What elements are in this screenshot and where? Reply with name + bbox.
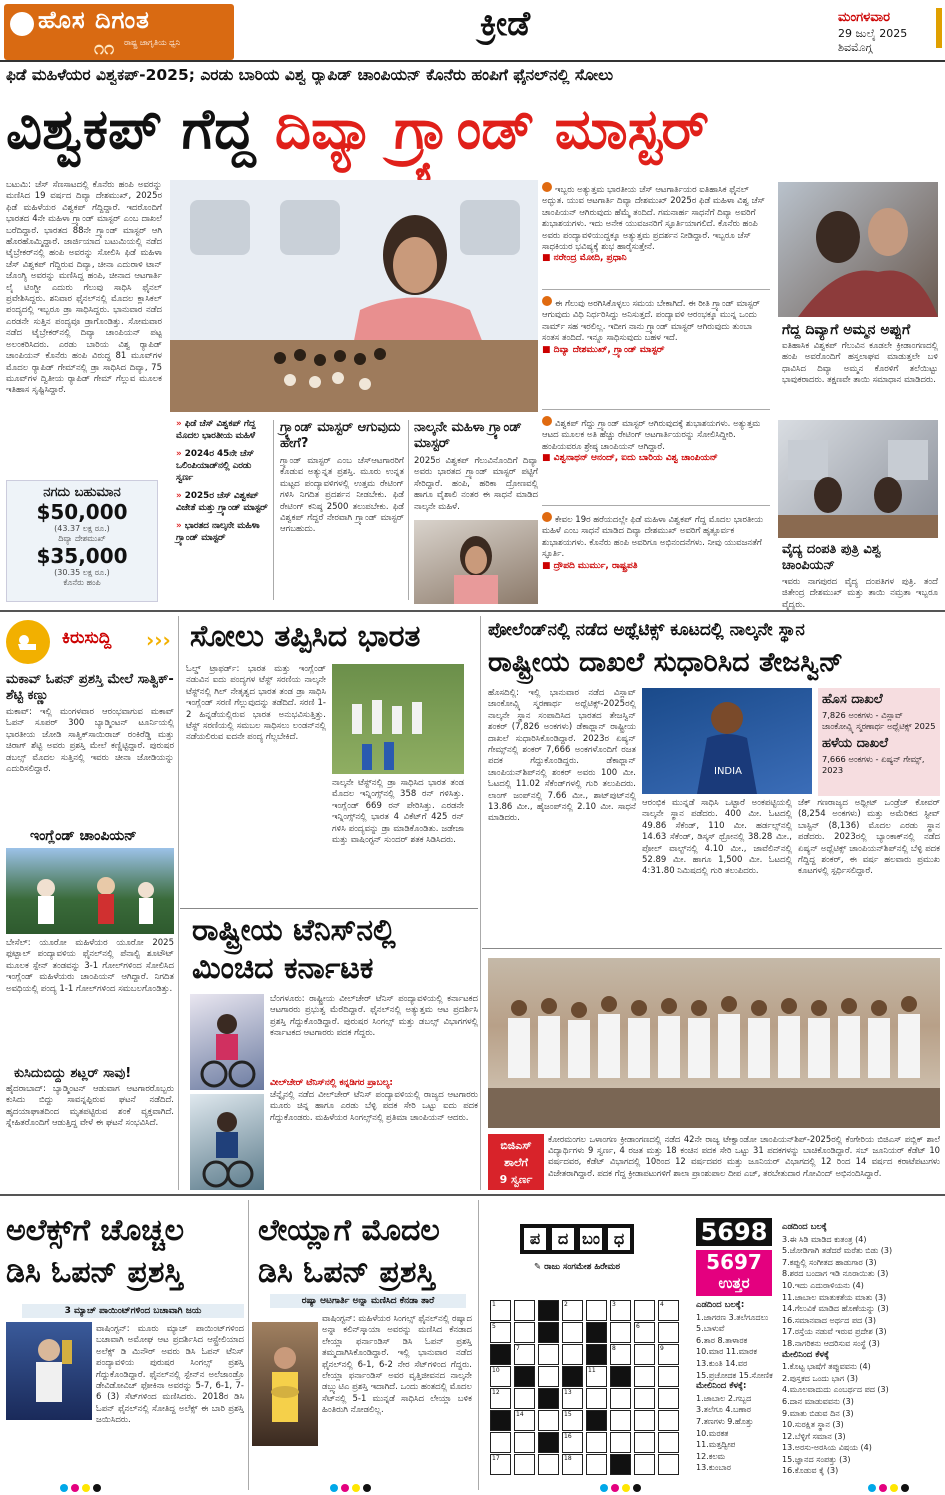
quote-modi: ಇಬ್ಬರು ಅತ್ಯುತ್ತಮ ಭಾರತೀಯ ಚೆಸ್ ಆಟಗಾರ್ತಿಯರ ಐತಿಹಾಸಿಕ ಫೈನಲ್ ಅದ್ಭುತ. ಯುವ ಆಟಗಾರ್ತಿ ದಿವ್ಯಾ ದೇಶಮುಖ್ 2025ರ ಫಿಡೆ ಮಹಿಳಾ ವಿಶ್ವ ಚೆಸ್ ಚಾಂಪಿಯನ್ ಆಗಿರುವುದು ಹೆಮ್ಮೆ ತಂದಿದೆ. ಗಮನಾರ್ಹ ಸಾಧನೆಗೆ ದಿವ್ಯಾ ಅವರಿಗೆ ಶುಭಾಶಯಗಳು. ಇದು ಅನೇಕ ಯುವಜನರಿಗೆ ಸ್ಫೂರ್ತಿಯಾಗಲಿದೆ. ಕೊನೆರು ಹಂಪಿ ಅವರು ಪಂದ್ಯಾವಳಿಯುದ್ದಕ್ಕೂ ಅತ್ಯುತ್ತಮ ಪ್ರದರ್ಶನ ನೀಡಿದ್ದಾರೆ. ಇಬ್ಬರೂ ಚೆಸ್ ಸಾಧಕಿಯರ ಭವಿಷ್ಯಕ್ಕೆ ಶುಭ ಹಾರೈಸುತ್ತೇನೆ. ■ ನರೇಂದ್ರ ಮೋದಿ, ಪ್ರಧಾನಿ (542, 182, 770, 290)
crossword-clue-number: 2 (564, 1301, 568, 1308)
lead-headline (6, 94, 709, 166)
crossword-cell[interactable] (658, 1344, 679, 1365)
crossword-clue-number: 4 (660, 1301, 664, 1308)
wheelchair-tennis-photo-1 (190, 994, 264, 1090)
old-record-body: 7,666 ಅಂಕಗಳು - ಏಷ್ಯನ್ ಗೇಮ್ಸ್, 2023 (822, 754, 925, 775)
divider (273, 420, 274, 600)
brief-head: ಮಕಾವ್ ಓಪನ್ ಪ್ರಶಸ್ತಿ ಮೇಲೆ ಸಾತ್ವಿಕ್-ಶೆಟ್ಟಿ ಕಣ್ಣು (6, 672, 174, 703)
tennis-body: ಬೆಂಗಳೂರು: ರಾಷ್ಟ್ರೀಯ ವೀಲ್‌ಚೇರ್ ಟೆನಿಸ್ ಪಂದ್ಯಾವಳಿಯಲ್ಲಿ ಕರ್ನಾಟಕದ ಆಟಗಾರರು ಪ್ರಭುತ್ವ ಮೆರೆದಿದ್ದಾರೆ. ಫೈನಲ್‌ನಲ್ಲಿ ಅತ್ಯುತ್ತಮ ಆಟ ಪ್ರದರ್ಶಿಸಿ ಪ್ರಶಸ್ತಿ ಗೆದ್ದುಕೊಂಡಿದ್ದಾರೆ. ಪುರುಷರ ಸಿಂಗಲ್ಸ್ ಮತ್ತು ಡಬಲ್ಸ್ ವಿಭಾಗಗಳಲ್ಲಿ ಕರ್ನಾಟಕದ ಆಟಗಾರರು ಪದಕ ಗೆದ್ದರು. (270, 994, 478, 1039)
crossword-cell[interactable] (514, 1454, 535, 1475)
cricket-headline: ಸೋಲು ತಪ್ಪಿಸಿದ ಭಾರತ (190, 619, 421, 654)
issue-date: 29 ಜುಲೈ 2025 (838, 26, 908, 40)
quotes-column (542, 182, 770, 606)
doctor-box (782, 542, 938, 613)
crossword-cell[interactable] (634, 1454, 655, 1475)
crossword-cell[interactable] (634, 1410, 655, 1431)
crossword-clue-number: 5 (492, 1323, 496, 1330)
cricket-body-1: ಓಲ್ಡ್ ಟ್ರಾಫರ್ಡ್: ಭಾರತ ಮತ್ತು ಇಂಗ್ಲೆಂಡ್ ನಡುವಿನ ಐದು ಪಂದ್ಯಗಳ ಟೆಸ್ಟ್ ಸರಣಿಯ ನಾಲ್ಕನೇ ಟೆಸ್ಟ್‌ನಲ್ಲಿ ಗಿಲ್ ನೇತೃತ್ವದ ಭಾರತ ತಂಡ ಡ್ರಾ ಸಾಧಿಸಿ ಇಂಗ್ಲೆಂಡ್ ಸರಣಿ ಗೆಲ್ಲುವುದನ್ನು ತಡೆದಿದೆ. ಸರಣಿ 1-2 ಹಿನ್ನಡೆಯಲ್ಲಿರುವ ಭಾರತ ಅನುಭವಿಸುತ್ತಿತ್ತು. ಟೆಸ್ಟ್ ಸರಣಿಯಲ್ಲಿ ಸಮಬಲ ಸಾಧಿಸಲು ಲಂಡನ್‌ನಲ್ಲಿ ನಡೆಯಲಿರುವ ಐದನೇ ಪಂದ್ಯ ಗೆಲ್ಲಬೇಕಿದೆ. (186, 664, 326, 743)
crossword-cell[interactable] (490, 1432, 511, 1453)
crossword-cell[interactable] (562, 1410, 583, 1431)
quote-divya: ಈ ಗೆಲುವು ಅರಗಿಸಿಕೊಳ್ಳಲು ಸಮಯ ಬೇಕಾಗಿದೆ. ಈ ರೀತಿ ಗ್ರ್ಯಾಂಡ್ ಮಾಸ್ಟರ್ ಆಗುವುದು ವಿಧಿ ನಿರ್ಧರಿಸಿದ್ದು ಅನಿಸುತ್ತದೆ. ಪಂದ್ಯಾವಳಿ ಆರಂಭಕ್ಕೂ ಮುನ್ನ ಒಂದು ನಾರ್ಮ್ ಸಹ ಇರಲಿಲ್ಲ. ಇದೀಗ ನಾನು ಗ್ರ್ಯಾಂಡ್ ಮಾಸ್ಟರ್ ಆಗಿರುವುದು ತುಂಬಾ ಸಂತಸ ತಂದಿದೆ. ಇನ್ನೂ ಸಾಧಿಸುವುದು ಬಹಳ ಇದೆ. ■ ದಿವ್ಯಾ ದೇಶಮುಖ್, ಗ್ರ್ಯಾಂಡ್ ಮಾಸ್ಟರ್ (542, 290, 770, 410)
crossword-title (520, 1224, 634, 1254)
flame-bullet-icon (542, 512, 552, 522)
crossword-clue-number: 14 (516, 1411, 524, 1418)
crossword-cell[interactable] (658, 1300, 679, 1321)
tennis-headline-2: ಮಿಂಚಿದ ಕರ್ನಾಟಕ (192, 951, 374, 986)
brief-head-shuttler: ಕುಸಿದುಬಿದ್ದು ಶಟ್ಲರ್ ಸಾವು! (14, 1066, 132, 1081)
divider (178, 616, 179, 1190)
crossword-cell[interactable] (490, 1300, 511, 1321)
cricket-photo (332, 664, 464, 774)
tennis-headline-1: ರಾಷ್ಟ್ರೀಯ ಟೆನಿಸ್‌ನಲ್ಲಿ (192, 913, 396, 948)
crossword-cell[interactable] (562, 1388, 583, 1409)
crossword-cell[interactable] (538, 1344, 559, 1365)
hero-photo-divya-chess (170, 180, 538, 412)
crossword-cell[interactable] (514, 1432, 535, 1453)
crossword-cell[interactable] (658, 1366, 679, 1387)
registration-marks (330, 1484, 371, 1492)
facts-list (176, 418, 268, 604)
fourth-gm-body: 2025ರ ವಿಶ್ವಕಪ್ ಗೆಲುವಿನೊಂದಿಗೆ ದಿವ್ಯಾ ಅವರು ಭಾರತದ ಗ್ರ್ಯಾಂಡ್ ಮಾಸ್ಟರ್ ಪಟ್ಟಿಗೆ ಸೇರಿದ್ದಾರೆ. ಹಂಪಿ, ಹರಿಕಾ ದ್ರೋಣವಲ್ಲಿ ಹಾಗೂ ವೈಶಾಲಿ ನಂತರ ಈ ಸಾಧನೆ ಮಾಡಿದ ನಾಲ್ಕನೇ ಮಹಿಳೆ. (414, 456, 538, 512)
cricket-body-2: ನಾಲ್ಕನೇ ಟೆಸ್ಟ್‌ನಲ್ಲಿ ಡ್ರಾ ಸಾಧಿಸಿದ ಭಾರತ ತಂಡ ಮೊದಲ ಇನ್ನಿಂಗ್ಸ್‌ನಲ್ಲಿ 358 ರನ್ ಗಳಿಸಿತ್ತು. ಇಂಗ್ಲೆಂಡ್ 669 ರನ್ ಪೇರಿಸಿತ್ತು. ಎರಡನೇ ಇನ್ನಿಂಗ್ಸ್‌ನಲ್ಲಿ ಭಾರತ 4 ವಿಕೆಟ್‌ಗೆ 425 ರನ್ ಗಳಿಸಿ ಪಂದ್ಯವನ್ನು ಡ್ರಾ ಮಾಡಿಕೊಂಡಿತು. ಜಡೇಜಾ ಮತ್ತು ವಾಷಿಂಗ್ಟನ್ ಸುಂದರ್ ಶತಕ ಸಿಡಿಸಿದರು. (332, 778, 464, 846)
leylah-headline-1: ಲೇಯ್ಲಾಗೆ ಮೊದಲ (258, 1213, 440, 1248)
gm-body: ಗ್ರ್ಯಾಂಡ್ ಮಾಸ್ಟರ್ ಎಂಬ ಚೆಸ್‌ಆಟಗಾರರಿಗೆ ಕೊಡುವ ಅತ್ಯುನ್ನತ ಪ್ರಶಸ್ತಿ. ಮೂರು ಉನ್ನತ ಮಟ್ಟದ ಪಂದ್ಯಾವಳಿಗಳಲ್ಲಿ ಉತ್ತಮ ರೇಟಿಂಗ್ ಗಳಿಸಿ ನಿಗದಿತ ಪ್ರದರ್ಶನ ನೀಡಬೇಕು. ಫಿಡೆ ರೇಟಿಂಗ್ ಕನಿಷ್ಠ 2500 ತಲುಪಬೇಕು. ಫಿಡೆ ವಿಶ್ವಕಪ್ ಗೆದ್ದರೆ ನೇರವಾಗಿ ಗ್ರ್ಯಾಂಡ್ ಮಾಸ್ಟರ್ ಆಗಬಹುದು. (280, 456, 404, 535)
crossword-clue-number: 12 (492, 1389, 500, 1396)
crossword-title-letter: ಪ (523, 1227, 547, 1251)
crossword-cell[interactable] (538, 1410, 559, 1431)
weekday: ಮಂಗಳವಾರ (838, 10, 891, 25)
crossword-cell[interactable] (490, 1366, 511, 1387)
crossword-clue-number: 18 (564, 1455, 572, 1462)
flame-bullet-icon (542, 182, 552, 192)
brief-body: ಮಕಾವ್: ಇಲ್ಲಿ ಮಂಗಳವಾರ ಆರಂಭವಾಗುವ ಮಕಾವ್ ಓಪನ್ ಸೂಪರ್ 300 ಬ್ಯಾಡ್ಮಿಂಟನ್ ಟೂರ್ನಿಯಲ್ಲಿ ಭಾರತೀಯ ಜೋಡಿ ಸಾತ್ವಿಕ್‌ಸಾಯಿರಾಜ್ ರಂಕಿರೆಡ್ಡಿ ಮತ್ತು ಚಿರಾಗ್ ಶೆಟ್ಟಿ ಅವರು ಪ್ರಶಸ್ತಿ ಮೇಲೆ ಕಣ್ಣಿಟ್ಟಿದ್ದಾರೆ. ಪುರುಷರ ಡಬಲ್ಸ್ ಮೊದಲ ಸುತ್ತಿನಲ್ಲಿ ಇವರು ಚೀನಾ ಜೋಡಿಯನ್ನು ಎದುರಿಸಲಿದ್ದಾರೆ. (6, 707, 174, 775)
page-number: ೧೧ (94, 38, 115, 59)
newspaper-logo (4, 4, 234, 60)
crossword-block (586, 1322, 607, 1343)
record-box (818, 688, 940, 796)
divider (248, 1200, 249, 1490)
crossword-cell[interactable] (490, 1454, 511, 1475)
mother-head: ಗೆದ್ದ ದಿವ್ಯಾಗೆ ಅಮ್ಮನ ಅಪ್ಪುಗೆ (782, 322, 911, 338)
crossword-cell[interactable] (658, 1388, 679, 1409)
crossword-block (490, 1410, 511, 1431)
flame-bullet-icon (542, 296, 552, 306)
prize-amount-1-inr: (43.37 ಲಕ್ಷ ರೂ.) (54, 524, 110, 533)
quote-murmu: ಕೇವಲ 19ರ ಹರೆಯದಲ್ಲೇ ಫಿಡೆ ಮಹಿಳಾ ವಿಶ್ವಕಪ್ ಗೆದ್ದ ಮೊದಲ ಭಾರತೀಯ ಮಹಿಳೆ ಎಂಬ ಸಾಧನೆ ಮಾಡಿದ ದಿವ್ಯಾ ದೇಶಮುಖ್ ಅವರಿಗೆ ಹೃತ್ಪೂರ್ವಕ ಶುಭಾಶಯಗಳು. ಕೊನೆರು ಹಂಪಿ ಅವರಿಗೂ ಅಭಿನಂದನೆಗಳು. ನೀವು ಯುವಜನತೆಗೆ ಸ್ಫೂರ್ತಿ. ■ ದ್ರೌಪದಿ ಮುರ್ಮು, ರಾಷ್ಟ್ರಪತಿ (542, 506, 770, 602)
crossword-cell[interactable] (610, 1432, 631, 1453)
taekwondo-group-photo (488, 958, 940, 1128)
prize-amount-1: $50,000 (36, 500, 128, 524)
crossword-clue-number: 7 (516, 1345, 520, 1352)
crossword-grid[interactable] (490, 1300, 688, 1480)
logo-tagline: ರಾಷ್ಟ್ರ ಜಾಗೃತಿಯ ಧ್ವನಿ (124, 38, 181, 47)
logo-title: ಹೊಸ ದಿಗಂತ (38, 6, 150, 34)
crossword-clue-number: 1 (492, 1301, 496, 1308)
fact-item: » ಫಿಡೆ ಚೆಸ್ ವಿಶ್ವಕಪ್ ಗೆದ್ದ ಮೊದಲ ಭಾರತೀಯ ಮಹಿಳೆ (176, 419, 256, 441)
divider (478, 1200, 479, 1490)
leylah-headline-2: ಡಿಸಿ ಓಪನ್ ಪ್ರಶಸ್ತಿ (258, 1255, 435, 1290)
prize-title: ನಗದು ಬಹುಮಾನ (43, 485, 121, 500)
crossword-cell[interactable] (586, 1388, 607, 1409)
taekwondo-caption: ಕೋರಮಂಗಲ ಒಳಾಂಗಣ ಕ್ರೀಡಾಂಗಣದಲ್ಲಿ ನಡೆದ 42ನೇ ರಾಜ್ಯ ಟೇಕ್ವಾಂಡೋ ಚಾಂಪಿಯನ್‌ಶಿಪ್-2025ರಲ್ಲಿ ಕೆಂಗೇರಿಯ ಬಿಜಿಎಸ್ ಪಬ್ಲಿಕ್ ಶಾಲೆ ವಿದ್ಯಾರ್ಥಿಗಳು 9 ಸ್ವರ್ಣ, 4 ರಜತ ಮತ್ತು 18 ಕಂಚಿನ ಪದಕ ಸೇರಿ ಒಟ್ಟು 31 ಪದಕಗಳನ್ನು ಬಾಚಿಕೊಂಡಿದ್ದಾರೆ. ಸಬ್ ಜೂನಿಯರ್ ಕೆಡೆಟ್ 10 ವರ್ಷದವರ, ಕೆಡೆಟ್ ವಿಭಾಗದಲ್ಲಿ 10ರಿಂದ 12 ವರ್ಷದವರ ಮತ್ತು ಜೂನಿಯರ್ ವಿಭಾಗದಲ್ಲಿ 12 ರಿಂದ 14 ವರ್ಷದ ಕರಾಟೆಪಟುಗಳು ವಿಜೇತರಾಗಿದ್ದಾರೆ. ಪದಕ ಗೆದ್ದ ಕ್ರೀಡಾಪಟುಗಳಿಗೆ ಶಾಲಾ ಪ್ರಾಂಶುಪಾಲ ದೀಪ ಎಚ್, ತರಬೇತುದಾರ ಗೋವಿಂದ್ ಅಭಿನಂದಿಸಿದ್ದಾರೆ. (548, 1134, 940, 1178)
prize-amount-2: $35,000 (36, 544, 128, 568)
crossword-cell[interactable] (514, 1344, 535, 1365)
tennis-subhead: ವೀಲ್‌ಚೇರ್ ಟೆನಿಸ್‌ನಲ್ಲಿ ಕನ್ನಡಿಗರ ಪ್ರಾಬಲ್ಯ: (270, 1078, 393, 1088)
crossword-cell[interactable] (586, 1366, 607, 1387)
mother-box (782, 322, 938, 419)
bgs-badge: ಬಿಜಿಎಸ್ ಶಾಲೆಗೆ 9 ಸ್ವರ್ಣ (488, 1134, 544, 1190)
crossword-clue-number: 11 (588, 1367, 596, 1374)
flame-bullet-icon (542, 416, 552, 426)
puzzle-number: 5698 (696, 1218, 772, 1246)
pointing-hand-icon (6, 620, 50, 664)
leylah-body: ವಾಷಿಂಗ್ಟನ್: ಮಹಿಳೆಯರ ಸಿಂಗಲ್ಸ್ ಫೈನಲ್‌ನಲ್ಲಿ ರಷ್ಯಾದ ಅನ್ನಾ ಕಲಿನ್‌ಸ್ಕಾಯಾ ಅವರನ್ನು ಮಣಿಸಿದ ಕೆನಡಾದ ಲೇಯ್ಲಾ ಫರ್ನಾಂಡಿಸ್ ಡಿಸಿ ಓಪನ್ ಪ್ರಶಸ್ತಿ ತಮ್ಮದಾಗಿಸಿಕೊಂಡಿದ್ದಾರೆ. ಇಲ್ಲಿ ಭಾನುವಾರ ನಡೆದ ಫೈನಲ್‌ನಲ್ಲಿ 6-1, 6-2 ನೇರ ಸೆಟ್‌ಗಳಿಂದ ಗೆದ್ದರು. ಲೇಯ್ಲಾ ಫರ್ನಾಂಡಿಸ್ ಅವರ ವೃತ್ತಿಜೀವನದ ನಾಲ್ಕನೇ ಡಬ್ಲ್ಯುಟಿಎ ಪ್ರಶಸ್ತಿ ಇದಾಗಿದೆ. ಒಂದು ಹಂತದಲ್ಲಿ ಮೊದಲ ಸೆಟ್‌ನಲ್ಲಿ 5-1 ಮುನ್ನಡೆ ಸಾಧಿಸಿದ ಲೇಯ್ಲಾ ಬಳಿಕ ಹಿಂತಿರುಗಿ ನೋಡಲಿಲ್ಲ. (322, 1314, 472, 1416)
athletics-body-2: ಆರಂಭಿಕ ಮುನ್ನಡೆ ಸಾಧಿಸಿ ಒಟ್ಟಾರೆ ಅಂಕಪಟ್ಟಿಯಲ್ಲಿ ನಾಲ್ಕನೇ ಸ್ಥಾನ ಪಡೆದರು. 400 ಮೀ. ಓಟದಲ್ಲಿ 49.86 ಸೆಕೆಂಡ್, 110 ಮೀ. ಹರ್ಡಲ್ಸ್‌ನಲ್ಲಿ 14.63 ಸೆಕೆಂಡ್, ಡಿಸ್ಕಸ್ ಥ್ರೋನಲ್ಲಿ 38.28 ಮೀ., ಪೋಲ್ ವಾಲ್ಟ್‌ನಲ್ಲಿ 4.10 ಮೀ., ಜಾವೆಲಿನ್‌ನಲ್ಲಿ 52.89 ಮೀ. ಹಾಗೂ 1,500 ಮೀ. ಓಟದಲ್ಲಿ 4:31.80 ನಿಮಿಷದಲ್ಲಿ ಗುರಿ ತಲುಪಿದರು. (642, 798, 792, 877)
crossword-cell[interactable] (586, 1300, 607, 1321)
prize-amount-1-name: ದಿವ್ಯಾ ದೇಶಮುಖ್ (58, 534, 106, 543)
leylah-trophy-photo (252, 1322, 318, 1446)
kirusuddi-label: ಕಿರುಸುದ್ದಿ (62, 628, 112, 648)
divya-portrait-photo (414, 520, 538, 604)
brief-body-shuttler: ಹೈದರಾಬಾದ್: ಬ್ಯಾಡ್ಮಿಂಟನ್ ಆಡುವಾಗ ಆಟಗಾರರೊಬ್ಬರು ಕುಸಿದು ಬಿದ್ದು ಸಾವನ್ನಪ್ಪಿರುವ ಘಟನೆ ನಡೆದಿದೆ. ಹೃದಯಾಘಾತದಿಂದ ಮೃತಪಟ್ಟಿರುವ ಶಂಕೆ ವ್ಯಕ್ತವಾಗಿದೆ. ಸ್ನೇಹಿತರೊಂದಿಗೆ ಆಡುತ್ತಿದ್ದ ವೇಳೆ ಈ ಘಟನೆ ಸಂಭವಿಸಿದೆ. (6, 1084, 174, 1129)
crossword-cell[interactable] (562, 1300, 583, 1321)
crossword-block (490, 1344, 511, 1365)
wheelchair-tennis-photo-2 (190, 1094, 264, 1190)
jersey-label: INDIA (714, 766, 742, 777)
divider (408, 420, 409, 600)
crossword-cell[interactable] (562, 1454, 583, 1475)
crossword-cell[interactable] (538, 1454, 559, 1475)
crossword-cell[interactable] (658, 1432, 679, 1453)
leylah-subhead: ರಷ್ಯಾ ಆಟಗಾರ್ತಿ ಅನ್ನಾ ಮಣಿಸಿದ ಕೆನಡಾ ತಾರೆ (270, 1294, 466, 1308)
new-record-head: ಹೊಸ ದಾಖಲೆ (822, 692, 883, 707)
crossword-cell[interactable] (586, 1454, 607, 1475)
crossword-cell[interactable] (586, 1432, 607, 1453)
mother-body: ಐತಿಹಾಸಿಕ ವಿಶ್ವಕಪ್ ಗೆಲುವಿನ ಕೂಡಲೇ ಕ್ರೀಡಾಂಗಣದಲ್ಲಿ ಹಂಪಿ ಅವರೊಂದಿಗೆ ಹಸ್ತಲಾಘವ ಮಾಡುತ್ತಲೇ ಬಳಿ ಧಾವಿಸಿದ ದಿವ್ಯಾ ಅಮ್ಮನ ಕೊರಳಿಗೆ ತಲೆಯಿಟ್ಟು ಭಾವುಕರಾದರು. ತಕ್ಷಣವೇ ತಾಯಿ ಸಮಾಧಾನ ಮಾಡಿದರು. (782, 341, 938, 386)
gm-head: ಗ್ರ್ಯಾಂಡ್ ಮಾಸ್ಟರ್ ಆಗುವುದು ಹೇಗೆ? (280, 420, 401, 451)
crossword-cell[interactable] (562, 1432, 583, 1453)
doctor-body: ಇವರು ನಾಗಪುರದ ವೈದ್ಯ ದಂಪತಿಗಳ ಪುತ್ರಿ. ತಂದೆ ಜಿತೇಂದ್ರ ದೇಶಮುಖ್ ಮತ್ತು ತಾಯಿ ನಮ್ರತಾ ಇಬ್ಬರೂ ವೈದ್ಯರು. (782, 577, 938, 610)
crossword-cell[interactable] (610, 1344, 631, 1365)
answer-box: 5697 ಉತ್ತರ (696, 1250, 772, 1296)
crossword-block (538, 1388, 559, 1409)
athletics-body-3: ಜೆಕ್ ಗಣರಾಜ್ಯದ ಅಥ್ಲೀಟ್ ಒಂಡ್ರೆಜ್ ಕೋವರ್ (8,254 ಅಂಕಗಳು) ಮತ್ತು ಅಮೆರಿಕದ ಸ್ಟೀವ್ ಬಾಸ್ಟಿನ್ (8,136) ಮೊದಲ ಎರಡು ಸ್ಥಾನ ಪಡೆದರು. 2023ರಲ್ಲಿ ಬ್ಯಾಂಕಾಕ್‌ನಲ್ಲಿ ನಡೆದ ಏಷ್ಯನ್ ಅಥ್ಲೆಟಿಕ್ಸ್ ಚಾಂಪಿಯನ್‌ಶಿಪ್‌ನಲ್ಲಿ ಬೆಳ್ಳಿ ಪದಕ ಗೆದ್ದಿದ್ದ ಶಂಕರ್, ಈ ವರ್ಷ ಹಲವಾರು ಪ್ರಮುಖ ಕೂಟಗಳಲ್ಲಿ ಸ್ಪರ್ಧಿಸಲಿದ್ದಾರೆ. (798, 798, 940, 877)
date-accent-bar (936, 8, 942, 48)
crossword-title-letter: ಬಂ (579, 1227, 603, 1251)
crossword-block (610, 1454, 631, 1475)
crossword-clue-number: 17 (492, 1455, 500, 1462)
brief-head-england: ಇಂಗ್ಲೆಂಡ್ ಚಾಂಪಿಯನ್ (30, 828, 137, 844)
masthead-rule (0, 60, 945, 62)
crossword-clue-number: 16 (564, 1433, 572, 1440)
prize-amount-2-name: ಕೊನೆರು ಹಂಪಿ (63, 578, 101, 587)
crossword-cell[interactable] (514, 1410, 535, 1431)
gm-box (280, 420, 404, 576)
england-football-photo (6, 848, 174, 934)
registration-marks (60, 1484, 101, 1492)
alex-trophy-photo (6, 1322, 92, 1420)
divider (480, 616, 481, 1190)
athletics-kicker: ಪೋಲೆಂಡ್‌ನಲ್ಲಿ ನಡೆದ ಅಥ್ಲೆಟಿಕ್ಸ್ ಕೂಟದಲ್ಲಿ ನಾಲ್ಕನೇ ಸ್ಥಾನ (488, 620, 805, 640)
headline-red: ದಿವ್ಯಾ ಗ್ರ್ಯಾಂಡ್ ಮಾಸ್ಟರ್ (274, 97, 710, 162)
crossword-block (514, 1366, 535, 1387)
crossword-cell[interactable] (610, 1388, 631, 1409)
crossword-cell[interactable] (562, 1344, 583, 1365)
alex-subhead: 3 ಮ್ಯಾಚ್ ಪಾಯಿಂಟ್‌ಗಳಿಂದ ಬಚಾವಾಗಿ ಜಯ (22, 1304, 244, 1318)
crossword-block (538, 1300, 559, 1321)
crossword-cell[interactable] (514, 1300, 535, 1321)
crossword-clue-number: 9 (660, 1345, 664, 1352)
crossword-cell[interactable] (634, 1388, 655, 1409)
fact-item: » 2024ರ 45ನೇ ಚೆಸ್ ಒಲಿಂಪಿಯಾಡ್‌ನಲ್ಲಿ ಎರಡು ಸ್ವರ್ಣ (176, 449, 254, 483)
doctor-head: ವೈದ್ಯ ದಂಪತಿ ಪುತ್ರಿ ವಿಶ್ವ ಚಾಂಪಿಯನ್ (782, 542, 882, 573)
prize-box (6, 480, 158, 602)
crossword-cell[interactable] (610, 1300, 631, 1321)
masthead (0, 0, 945, 62)
crossword-cell[interactable] (658, 1322, 679, 1343)
quote-anand: ವಿಶ್ವಕಪ್ ಗೆದ್ದು ಗ್ರ್ಯಾಂಡ್ ಮಾಸ್ಟರ್ ಆಗಿರುವುದಕ್ಕೆ ಶುಭಾಶಯಗಳು. ಅತ್ಯುತ್ತಮ ಆಟದ ಮೂಲಕ ಅತಿ ಹೆಚ್ಚು ರೇಟಿಂಗ್ ಆಟಗಾರ್ತಿಯರನ್ನು ಸೋಲಿಸಿದ್ದೀರಿ. ಹಂಪಿಯವರೂ ಶ್ರೇಷ್ಠ ಚಾಂಪಿಯನ್ ಆಗಿದ್ದಾರೆ. ■ ವಿಶ್ವನಾಥನ್ ಆನಂದ್, ಐದು ಬಾರಿಯ ವಿಶ್ವ ಚಾಂಪಿಯನ್ (542, 410, 770, 506)
prize-amount-2-inr: (30.35 ಲಕ್ಷ ರೂ.) (54, 568, 110, 577)
crossword-block (538, 1322, 559, 1343)
crossword-block (586, 1344, 607, 1365)
crossword-clue-number: 6 (636, 1323, 640, 1330)
crossword-title-letter: ದ (551, 1227, 575, 1251)
answer-list: ಎಡದಿಂದ ಬಲಕ್ಕೆ: 1.ಜಾಗರಣ 3.ತಲೆಗೂದಲು 5.ಬಾಳುವೆ 6.ತಾರ 8.ತಾಳಾರಕ 10.ಮಾರ 11.ಮಾರಕ 13.ಕುಂತಿ 14.ವರ 15.ಪ್ರಚೋದಕ 15.ಸೋಣಿಕ ಮೇಲಿನಿಂದ ಕೆಳಕ್ಕೆ: 1.ಜಾಬಾಲ 2.ಗಬ್ಬದ 3.ತಲೆಗೂ 4.ಬಣಾರ 7.ತಣಗಳು 9.ಹೊತ್ತು 10.ಮರಕತ 11.ಮತ್ತದ್ವೀಪ 12.ಕಲಮ 13.ಕುಂಬಾರ (696, 1300, 773, 1473)
alex-headline-1: ಅಲೆಕ್ಸ್‌ಗೆ ಚೊಚ್ಚಲ (6, 1213, 185, 1248)
new-record-body: 7,826 ಅಂಕಗಳು - ವಿಸ್ಲಾವ್ ಜಾಂಕೋವ್ಸ್ಕಿ ಸ್ಮರಣಾರ್ಥ ಅಥ್ಲೆಟಿಕ್ಸ್ 2025 (822, 710, 936, 731)
crossword-cell[interactable] (658, 1410, 679, 1431)
date-block (838, 10, 907, 55)
sun-logo-icon (10, 12, 34, 36)
fourth-gm-head: ನಾಲ್ಕನೇ ಮಹಿಳಾ ಗ್ರ್ಯಾಂಡ್ ಮಾಸ್ಟರ್ (414, 420, 522, 451)
athletics-headline: ರಾಷ್ಟ್ರೀಯ ದಾಖಲೆ ಸುಧಾರಿಸಿದ ತೇಜಸ್ವಿನ್ (488, 647, 844, 678)
crossword-cell[interactable] (634, 1366, 655, 1387)
crossword-clue-number: 13 (564, 1389, 572, 1396)
fourth-gm-box (414, 420, 538, 520)
lead-body: ಬಟುಮಿ: ಚೆಸ್ ಸೆಣಸಾಟದಲ್ಲಿ ಕೊನೆರು ಹಂಪಿ ಅವರನ್ನು ಮಣಿಸಿದ 19 ವರ್ಷದ ದಿವ್ಯಾ ದೇಶಮುಖ್, 2025ರ ಫಿಡೆ ಮಹಿಳೆಯರ ವಿಶ್ವಕಪ್ ಗೆದ್ದಿದ್ದಾರೆ. ಇದರೊಂದಿಗೆ ಭಾರತದ 4ನೇ ಮಹಿಳಾ ಗ್ರ್ಯಾಂಡ್ ಮಾಸ್ಟರ್ ಎಂಬ ದಾಖಲೆ ಬರೆದಿದ್ದಾರೆ. ಭಾರತದ 88ನೇ ಗ್ರ್ಯಾಂಡ್ ಮಾಸ್ಟರ್ ಆಗಿ ಹೊರಹೊಮ್ಮಿದ್ದಾರೆ. ಜಾರ್ಜಿಯಾದ ಬಟುಮಿಯಲ್ಲಿ ನಡೆದ ಟೈಬ್ರೇಕರ್‌ನಲ್ಲಿ ಹಂಪಿ ಅವರನ್ನು ಸೋಲಿಸಿ ಫಿಡೆ ಮಹಿಳಾ ಚೆಸ್ ವಿಶ್ವಕಪ್ ಗೆದ್ದಿರುವ ದಿವ್ಯಾ, ಚೀನಾ ಎದುರಾಳಿ ಟಾನ್ ಜೊಂಗ್ಯಿ ಅವರನ್ನು ಮಣಿಸಿದ್ದ ಹಂಪಿ, ಚೀನಾದ ಆಟಗಾರ್ತಿ ಲೈ ಟಿಂಗ್ಜೀ ಎದುರು ಗೆಲುವು ಸಾಧಿಸಿ ಫೈನಲ್ ಪ್ರವೇಶಿಸಿದ್ದರು. ಶನಿವಾರ ಫೈನಲ್‌ನಲ್ಲಿ ಮೊದಲ ಕ್ಲಾಸಿಕಲ್ ಪಂದ್ಯದಲ್ಲಿ ಇಬ್ಬರೂ ಡ್ರಾ ಸಾಧಿಸಿದ್ದರು. ಭಾನುವಾರ ನಡೆದ ಎರಡನೇ ಸುತ್ತಿನ ಪಂದ್ಯವೂ ಡ್ರಾಗೊಂಡಿತ್ತು. ಸೋಮವಾರ ನಡೆದ ಟೈಬ್ರೇಕರ್‌ನಲ್ಲಿ ದಿವ್ಯಾ ಚಾಂಪಿಯನ್ ಪಟ್ಟ ಅಲಂಕರಿಸಿದರು. ಎರಡು ಬಾರಿಯ ವಿಶ್ವ ರ್‍ಯಾಪಿಡ್ ಚಾಂಪಿಯನ್ ಕೊನೆರು ಹಂಪಿ ವಿರುದ್ಧ 81 ಮೂವ್‌ಗಳ ಮೊದಲ ರ್‍ಯಾಪಿಡ್ ಗೇಮ್‌ನಲ್ಲಿ ಡ್ರಾ ಸಾಧಿಸಿದ ದಿವ್ಯಾ, 75 ಮೂವ್‌ಗಳ ದ್ವಿತೀಯ ರ್‍ಯಾಪಿಡ್ ಗೇಮ್ ಗೆಲ್ಲುವ ಮೂಲಕ ಇತಿಹಾಸ ಸೃಷ್ಟಿಸಿದ್ದಾರೆ. (6, 180, 162, 396)
registration-marks (868, 1484, 909, 1492)
crossword-cell[interactable] (490, 1388, 511, 1409)
crossword-block (610, 1366, 631, 1387)
crossword-cell[interactable] (634, 1344, 655, 1365)
tejaswin-photo (642, 688, 812, 794)
fact-item: » ಭಾರತದ ನಾಲ್ಕನೇ ಮಹಿಳಾ ಗ್ರ್ಯಾಂಡ್ ಮಾಸ್ಟರ್ (176, 521, 260, 543)
kirusuddi-header: ಕಿರುಸುದ್ದಿ ››› (6, 618, 174, 668)
crossword-cell[interactable] (658, 1454, 679, 1475)
crossword-block (538, 1432, 559, 1453)
alex-headline-2: ಡಿಸಿ ಓಪನ್ ಪ್ರಶಸ್ತಿ (6, 1255, 183, 1290)
edition-city: ಶಿವಮೊಗ್ಗ (838, 41, 873, 55)
crossword-title-letter: ಧ (607, 1227, 631, 1251)
alex-body: ವಾಷಿಂಗ್ಟನ್: ಮೂರು ಮ್ಯಾಚ್ ಪಾಯಿಂಟ್‌ಗಳಿಂದ ಬಚಾವಾಗಿ ಅಮೋಘ ಆಟ ಪ್ರದರ್ಶಿಸಿದ ಆಸ್ಟ್ರೇಲಿಯಾದ ಅಲೆಕ್ಸ್ ಡಿ ಮಿನೌರ್ ಅವರು ಡಿಸಿ ಓಪನ್ ಟೆನಿಸ್ ಪಂದ್ಯಾವಳಿಯ ಪುರುಷರ ಸಿಂಗಲ್ಸ್ ಪ್ರಶಸ್ತಿ ಗೆದ್ದುಕೊಂಡಿದ್ದಾರೆ. ಫೈನಲ್‌ನಲ್ಲಿ ಸ್ಪೇನ್‌ನ ಅಲೆಜಾಂಡ್ರೊ ಡೇವಿಡೋವಿಚ್ ಫೋಕಿನಾ ಅವರನ್ನು 5-7, 6-1, 7-6 (3) ಸೆಟ್‌ಗಳಿಂದ ಮಣಿಸಿದರು. 2018ರ ಡಿಸಿ ಓಪನ್ ಫೈನಲ್‌ನಲ್ಲಿ ಸೋತಿದ್ದ ಅಲೆಕ್ಸ್ ಈ ಬಾರಿ ಪ್ರಶಸ್ತಿ ಜಯಿಸಿದರು. (96, 1324, 244, 1426)
chess-match-photo (778, 420, 938, 538)
crossword-cell[interactable] (562, 1322, 583, 1343)
crossword-block (562, 1366, 583, 1387)
section-title: ಕ್ರೀಡೆ (480, 4, 531, 44)
crossword-cell[interactable] (610, 1410, 631, 1431)
crossword-cell[interactable] (634, 1432, 655, 1453)
fact-item: » 2025ರ ಚೆಸ್ ವಿಶ್ವಕಪ್ ವಿಜೇತೆ ಮತ್ತು ಗ್ರ್ಯಾಂಡ್ ಮಾಸ್ಟರ್ (176, 491, 268, 513)
crossword-cell[interactable] (610, 1322, 631, 1343)
crossword-cell[interactable] (514, 1322, 535, 1343)
mother-hug-photo (778, 182, 938, 317)
headline-black: ವಿಶ್ವಕಪ್ ಗೆದ್ದ (6, 97, 256, 162)
crossword-clue-number: 15 (564, 1411, 572, 1418)
crossword-cell[interactable] (538, 1366, 559, 1387)
brief-macau (6, 672, 174, 807)
crossword-cell[interactable] (634, 1300, 655, 1321)
old-record-head: ಹಳೆಯ ದಾಖಲೆ (822, 736, 889, 751)
athletics-body: ಹೊಸದಿಲ್ಲಿ: ಇಲ್ಲಿ ಭಾನುವಾರ ನಡೆದ ವಿಸ್ಲಾವ್ ಜಾಂಕೋವ್ಸ್ಕಿ ಸ್ಮರಣಾರ್ಥ ಅಥ್ಲೆಟಿಕ್ಸ್-2025ರಲ್ಲಿ ನಾಲ್ಕನೇ ಸ್ಥಾನ ಸಂಪಾದಿಸಿದ ಭಾರತದ ತೇಜಸ್ವಿನ್ ಶಂಕರ್ (7,826 ಅಂಕಗಳು) ಡೆಕಾಥ್ಲಾನ್ ರಾಷ್ಟ್ರೀಯ ದಾಖಲೆ ಸುಧಾರಿಸಿಕೊಂಡಿದ್ದಾರೆ. 2023ರ ಏಷ್ಯನ್ ಗೇಮ್ಸ್‌ನಲ್ಲಿ ಶಂಕರ್ 7,666 ಅಂಕಗಳೊಂದಿಗೆ ರಜತ ಪದಕ ಗೆದ್ದುಕೊಂಡಿದ್ದರು. ಡೆಕಾಥ್ಲಾನ್ ಚಾಂಪಿಯನ್‌ಶಿಪ್‌ನಲ್ಲಿ ಶಂಕರ್ ಅವರು 100 ಮೀ. ಓಟದಲ್ಲಿ 11.02 ಸೆಕೆಂಡ್‌ಗಳಲ್ಲಿ ಗುರಿ ತಲುಪಿದರು. ಲಾಂಗ್ ಜಂಪ್‌ನಲ್ಲಿ 7.66 ಮೀ., ಶಾಟ್‌ಪುಟ್‌ನಲ್ಲಿ 13.86 ಮೀ., ಹೈಜಂಪ್‌ನಲ್ಲಿ 2.10 ಮೀ. ಸಾಧನೆ ಮಾಡಿದರು. (488, 688, 636, 824)
crossword-clue-number: 3 (612, 1301, 616, 1308)
lead-kicker: ಫಿಡೆ ಮಹಿಳೆಯರ ವಿಶ್ವಕಪ್-2025; ಎರಡು ಬಾರಿಯ ವಿಶ್ವ ರ್‍ಯಾಪಿಡ್ ಚಾಂಪಿಯನ್ ಕೊನೆರು ಹಂಪಿಗೆ ಫೈನಲ್‌ನಲ್ಲಿ ಸೋಲು (6, 66, 614, 84)
crossword-clue-number: 8 (612, 1345, 616, 1352)
clue-list: ಎಡದಿಂದ ಬಲಕ್ಕೆ 3.ಈ ಸಿಡಿ ಮಾಡಿದ ಕುತಂತ್ರ (4) 5.ಜೋಡಿಗಾಗಿ ತಡೆದರೆ ಮರೆತು ಬಿಡು (3) 7.ಕಪ್ಪುಲ್ಲಿ ಸಂಗೀತದ ಹಾಡುಗಾರ (3) 8.ಶರದ ಬಂದಾಗ ಇಡಿ ನೂರಾಯಿತು (3) 10.ಇದು ಎದುರಾಳಿಯನು (4) 11.ಜಾಬಾಲ ಮಾತುಕತೆಯ ಮಾತು (3) 14.ಗೆಲುವಿಕೆ ಮಾಡಿದ ಹೊಣೆಯನ್ನು (3) 16.ಸಮಾನವಾದ ಅರ್ಥದ ಪದ (3) 17.ರಸ್ತೆಯ ನಡುವೆ ಇರುವ ಪ್ರದೇಶ (3) 18.ನಾಗರಿಕನು ಆದರಿಸುವ ಸಂಸ್ಥೆ (3) ಮೇಲಿನಿಂದ ಕೆಳಕ್ಕೆ 1.ಕೊಟ್ಟ ಭಾಷೆಗೆ ತಪ್ಪುವವನು (4) 2.ಪುಸ್ತಕದ ಒಂದು ಭಾಗ (3) 4.ಮೂಲವಾದುದು ಎಂಬರ್ಥದ ಪದ (3) 6.ದಾನ ಮಾಡುವವನು (3) 9.ಮಾತು ಬಿಡುವ ದಿನ (3) 10.ಸುರಕ್ಷಿತ ಸ್ಥಾನ (3) 12.ಬೆಳ್ಳಿಗೆ ಸಮಾನ (3) 13.ಅರಸು-ಅರಸಿಯ ವಿಷಯ (4) 15.ಜ್ಞಾನದ ಸಂಪತ್ತು (3) 16.ಕೊಡುವ ಕೈ (3) (782, 1222, 893, 1476)
crossword-clue-number: 10 (492, 1367, 500, 1374)
tennis-body-2: ಚೆನ್ನೈನಲ್ಲಿ ನಡೆದ ವೀಲ್‌ಚೇರ್ ಟೆನಿಸ್ ಪಂದ್ಯಾವಳಿಯಲ್ಲಿ ರಾಜ್ಯದ ಆಟಗಾರರು ಮೂರು ಚಿನ್ನ ಹಾಗೂ ಎರಡು ಬೆಳ್ಳಿ ಪದಕ ಸೇರಿ ಒಟ್ಟು ಐದು ಪದಕ ಗೆದ್ದುಕೊಂಡರು. ಮಹಿಳೆಯರ ಸಿಂಗಲ್ಸ್‌ನಲ್ಲಿ ಪ್ರತಿಮಾ ಚಾಂಪಿಯನ್ ಆದರು. (270, 1090, 478, 1123)
crossword-cell[interactable] (634, 1322, 655, 1343)
crossword-cell[interactable] (490, 1322, 511, 1343)
crossword-block (586, 1410, 607, 1431)
registration-marks (600, 1484, 641, 1492)
crossword-author: ✎ ರಾಜು ಸಂಗಮೇಶ ಹಿರೇಮಠ (534, 1262, 621, 1272)
section-rule (0, 1194, 945, 1196)
brief-body-england: ಬೇಸೆಲ್: ಯೂರೋ ಮಹಿಳೆಯರ ಯೂರೋ 2025 ಫುಟ್ಬಾಲ್ ಪಂದ್ಯಾವಳಿಯ ಫೈನಲ್‌ನಲ್ಲಿ ಪೆನಾಲ್ಟಿ ಶೂಟೌಟ್ ಮೂಲಕ ಸ್ಪೇನ್ ತಂಡವನ್ನು 3-1 ಗೋಲ್‌ಗಳಿಂದ ಸೋಲಿಸಿದ ಇಂಗ್ಲೆಂಡ್ ಮಹಿಳೆಯರು ಚಾಂಪಿಯನ್ ಆಗಿದ್ದಾರೆ. ನಿಗದಿತ ಅವಧಿಯಲ್ಲಿ ಪಂದ್ಯ 1-1 ಗೋಲ್‌ಗಳಿಂದ ಸಮಬಲಗೊಂಡಿತ್ತು. (6, 938, 174, 994)
crossword-cell[interactable] (514, 1388, 535, 1409)
section-rule (0, 610, 945, 612)
